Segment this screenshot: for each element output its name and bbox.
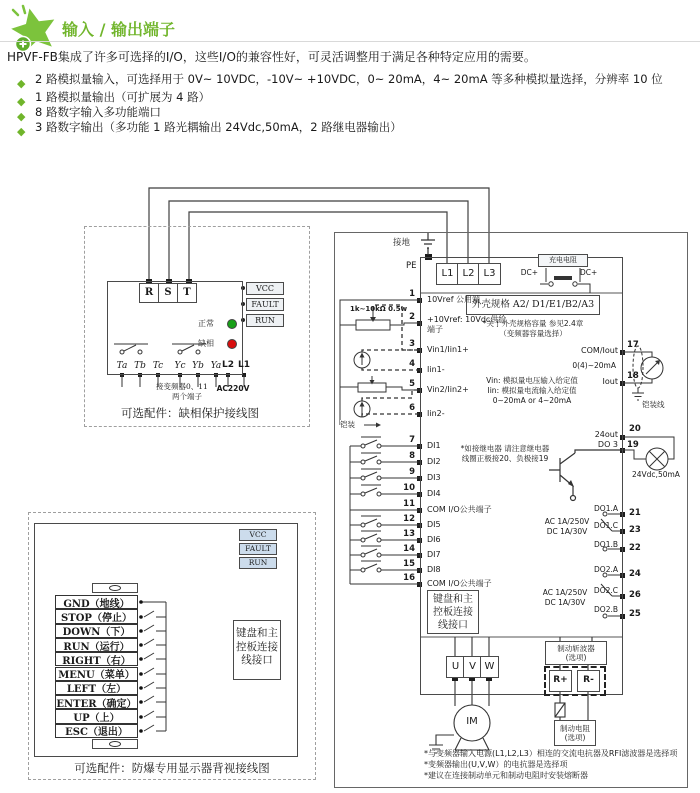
do2b-label: DO2.B: [594, 605, 618, 614]
terminal-3-label: Vin1/Iin1+: [427, 345, 469, 354]
feature-bullet-icon: ◆: [17, 77, 26, 90]
connector-line: 线接口: [241, 654, 273, 667]
key-run: RUN（运行）: [55, 638, 138, 652]
terminal-s: S: [158, 283, 178, 303]
analog-note-line3: 0~20mA or 4~20mA: [492, 396, 572, 405]
terminal-yc: Yc: [174, 361, 186, 371]
dc-plus-right-label: DC+: [580, 268, 598, 277]
do1-rating-line1: AC 1A/250V: [544, 517, 590, 526]
terminal-19-number: 19: [627, 440, 639, 450]
terminal-r-plus: R+: [549, 670, 572, 692]
terminal-22-number: 22: [629, 543, 641, 553]
enclosure-note-line2: （变频器容量选择）: [499, 329, 567, 338]
do1-rating-line2: DC 1A/30V: [546, 527, 588, 536]
pe-label: PE: [406, 261, 417, 271]
screw-hole-icon: [109, 741, 121, 747]
terminal-11-label: COM I/O公共端子: [427, 505, 492, 514]
analog-note-line1: Vin: 模拟量电压输入给定值: [486, 376, 578, 385]
fault-box: FAULT: [246, 298, 284, 311]
terminal-l2: L2: [222, 360, 234, 370]
key-up: UP（上）: [55, 709, 138, 723]
terminal-20-label: 24out: [594, 430, 618, 439]
terminal-13-label: DI6: [427, 535, 441, 544]
terminal-l3: L3: [478, 263, 501, 285]
enclosure-spec-box: 外壳规格 A2/ D1/E1/B2/A3: [466, 295, 600, 315]
terminal-6-label: Iin2-: [427, 409, 445, 418]
relay-note-line2: 线圈正极接20、负极接19: [461, 454, 549, 463]
feature-item: 1 路模拟量输出（可扩展为 4 路）: [35, 90, 211, 104]
terminal-24-number: 24: [629, 569, 641, 579]
terminal-1-label: 10Vref 公用端: [427, 295, 481, 304]
connector-line: 控板连接: [236, 640, 278, 653]
motor-label: IM: [466, 716, 478, 727]
page-title: 输入 / 输出端子: [62, 20, 175, 39]
terminal-v: V: [463, 656, 482, 678]
terminal-3-number: 3: [409, 339, 415, 349]
terminal-u: U: [446, 656, 465, 678]
dc-plus-left-label: DC+: [520, 268, 538, 277]
do2-rating-line2: DC 1A/30V: [544, 598, 586, 607]
terminal-yb: Yb: [192, 361, 204, 371]
led-fault-label: 缺相: [198, 339, 214, 348]
ground-label: 接地: [393, 238, 411, 248]
key-esc: ESC（退出）: [55, 724, 138, 738]
kb-connector-line: 线接口: [438, 620, 468, 631]
do1b-label: DO1.B: [594, 540, 618, 549]
key-left: LEFT（左）: [55, 681, 138, 695]
fault-box: FAULT: [239, 543, 277, 555]
connector-tab-bottom: [92, 739, 138, 749]
footnote: *建议在连接制动单元和制动电阻时安装熔断器: [424, 771, 588, 780]
terminal-r-minus: R-: [577, 670, 600, 692]
keypad-connector-box: [233, 620, 281, 680]
ac220v-label: AC220V: [216, 384, 250, 393]
shield-cable-label: 铠装线: [642, 400, 682, 409]
terminal-w: W: [480, 656, 499, 678]
key-stop: STOP（停止）: [55, 609, 138, 623]
terminal-7-number: 7: [409, 435, 415, 445]
analog-note-line2: Iin: 模拟量电流输入给定值: [487, 386, 577, 395]
brake-resistor-line: 制动电阻: [560, 724, 590, 733]
terminal-12-number: 12: [403, 514, 415, 524]
display-panel-caption: 可选配件：防爆专用显示器背视接线图: [74, 761, 270, 775]
terminal-2-label: +10Vref: 10Vdc供给端子: [427, 315, 507, 334]
terminal-8-number: 8: [409, 451, 415, 461]
charging-resistor-box: 充电电阻: [538, 254, 588, 267]
terminal-tb: Tb: [134, 361, 146, 371]
terminal-2-number: 2: [409, 312, 415, 322]
enclosure-note-line1: *关于外壳规格容量 参见2.4章: [482, 319, 584, 328]
terminal-15-label: DI8: [427, 565, 441, 574]
feature-item: 2 路模拟量输入，可选择用于 0V~ 10VDC，-10V~ +10VDC，0~ 20mA，4~ 20mA 等多种模拟量选择，分辨率 10 位: [35, 72, 663, 86]
brake-chopper-line: 制动斩波器: [557, 644, 595, 653]
header-divider: [0, 41, 700, 42]
connector-tab-top: [92, 583, 138, 593]
kb-connector-line: 控板连接: [433, 607, 473, 618]
feature-bullet-icon: ◆: [17, 110, 26, 123]
terminal-20-number: 20: [629, 424, 641, 434]
terminal-13-number: 13: [403, 529, 415, 539]
terminal-18-label: Iout: [602, 377, 618, 386]
terminal-16-label: COM I/O公共端子: [427, 579, 492, 588]
terminal-12-label: DI5: [427, 520, 441, 529]
terminal-7-label: DI1: [427, 441, 441, 450]
key-menu: MENU（菜单）: [55, 667, 138, 681]
key-down: DOWN（下）: [55, 624, 138, 638]
run-box: RUN: [239, 557, 277, 569]
terminal-l2: L2: [457, 263, 480, 285]
do2-rating-line1: AC 1A/250V: [542, 588, 588, 597]
do2c-label: DO2.C: [593, 586, 618, 595]
screw-hole-icon: [109, 585, 121, 591]
key-right: RIGHT（右）: [55, 652, 138, 666]
footnote: *变频器输出(U,V,W）的电抗器是选择项: [424, 760, 568, 769]
terminal-16-number: 16: [403, 573, 415, 583]
terminal-26-number: 26: [629, 590, 641, 600]
shield-label: 铠装: [340, 420, 364, 429]
key-enter: ENTER（确定）: [55, 695, 138, 709]
do1c-label: DO1.C: [593, 521, 618, 530]
brake-resistor-line: (选项): [564, 733, 586, 743]
terminal-15-number: 15: [403, 559, 415, 569]
connector-line: 键盘和主: [236, 627, 278, 639]
feature-item: 3 路数字输出（多功能 1 路光耦输出 24Vdc,50mA，2 路继电器输出）: [35, 120, 402, 134]
relay-note-line1: *如接继电器 请注意继电器: [460, 444, 550, 453]
terminal-ya: Ya: [210, 361, 222, 371]
do2a-label: DO2.A: [594, 565, 618, 574]
phase-panel-caption: 可选配件：缺相保护接线图: [121, 406, 259, 420]
terminal-r: R: [139, 283, 159, 303]
analog-output-range: 0(4)~20mA: [572, 361, 616, 370]
potentiometer-label: 1k~10kΩ 0.5w: [350, 305, 408, 313]
terminal-23-number: 23: [629, 525, 641, 535]
terminal-25-number: 25: [629, 609, 641, 619]
lamp-rating-label: 24Vdc,50mA: [632, 470, 680, 479]
terminal-14-label: DI7: [427, 550, 441, 559]
terminal-11-number: 11: [403, 499, 415, 509]
kb-connector-box: [427, 590, 479, 634]
terminal-5-label: Vin2/Iin2+: [427, 385, 469, 394]
key-gnd: GND（地线）: [55, 595, 138, 609]
phase-note-line2: 两个端子: [172, 392, 202, 401]
terminal-18-number: 18: [627, 371, 639, 381]
intro-text: HPVF-FB集成了许多可选择的I/O，这些I/O的兼容性好，可灵活调整用于满足各种特定应用的需要。: [7, 50, 536, 64]
terminal-19-label: DO 3: [597, 440, 618, 449]
terminal-1-number: 1: [409, 289, 415, 299]
terminal-l1: L1: [436, 263, 459, 285]
terminal-17-number: 17: [627, 340, 639, 350]
terminal-10-label: DI4: [427, 489, 441, 498]
phase-note-line1: 接变频器0、11: [156, 382, 208, 391]
terminal-t: T: [177, 283, 197, 303]
vcc-box: VCC: [239, 529, 277, 541]
terminal-8-label: DI2: [427, 457, 441, 466]
feature-item: 8 路数字输入多功能端口: [35, 105, 161, 119]
footnote: *与变频器输入电源(L1,L2,L3）相连的交流电抗器及RFI滤波器是选择项: [424, 749, 678, 758]
terminal-6-number: 6: [409, 403, 415, 413]
terminal-10-number: 10: [403, 483, 415, 493]
terminal-4-number: 4: [409, 359, 415, 369]
terminal-9-label: DI3: [427, 473, 441, 482]
terminal-ta: Ta: [116, 361, 128, 371]
feature-bullet-icon: ◆: [17, 95, 26, 108]
terminal-14-number: 14: [403, 544, 415, 554]
terminal-tc: Tc: [152, 361, 164, 371]
do1a-label: DO1.A: [594, 504, 618, 513]
terminal-9-number: 9: [409, 467, 415, 477]
terminal-17-label: COM/Iout: [581, 346, 618, 355]
brake-chopper-box: [545, 641, 607, 665]
brake-resistor-box: [554, 720, 596, 746]
brake-chopper-line: (选项): [565, 653, 587, 663]
terminal-4-label: Iin1-: [427, 365, 445, 374]
vcc-box: VCC: [246, 282, 284, 295]
kb-connector-line: 键盘和主: [433, 594, 473, 605]
run-box: RUN: [246, 314, 284, 327]
terminal-21-number: 21: [629, 508, 641, 518]
terminal-l1: L1: [238, 360, 250, 370]
terminal-5-number: 5: [409, 379, 415, 389]
led-normal-label: 正常: [198, 319, 214, 328]
feature-bullet-icon: ◆: [17, 125, 26, 138]
